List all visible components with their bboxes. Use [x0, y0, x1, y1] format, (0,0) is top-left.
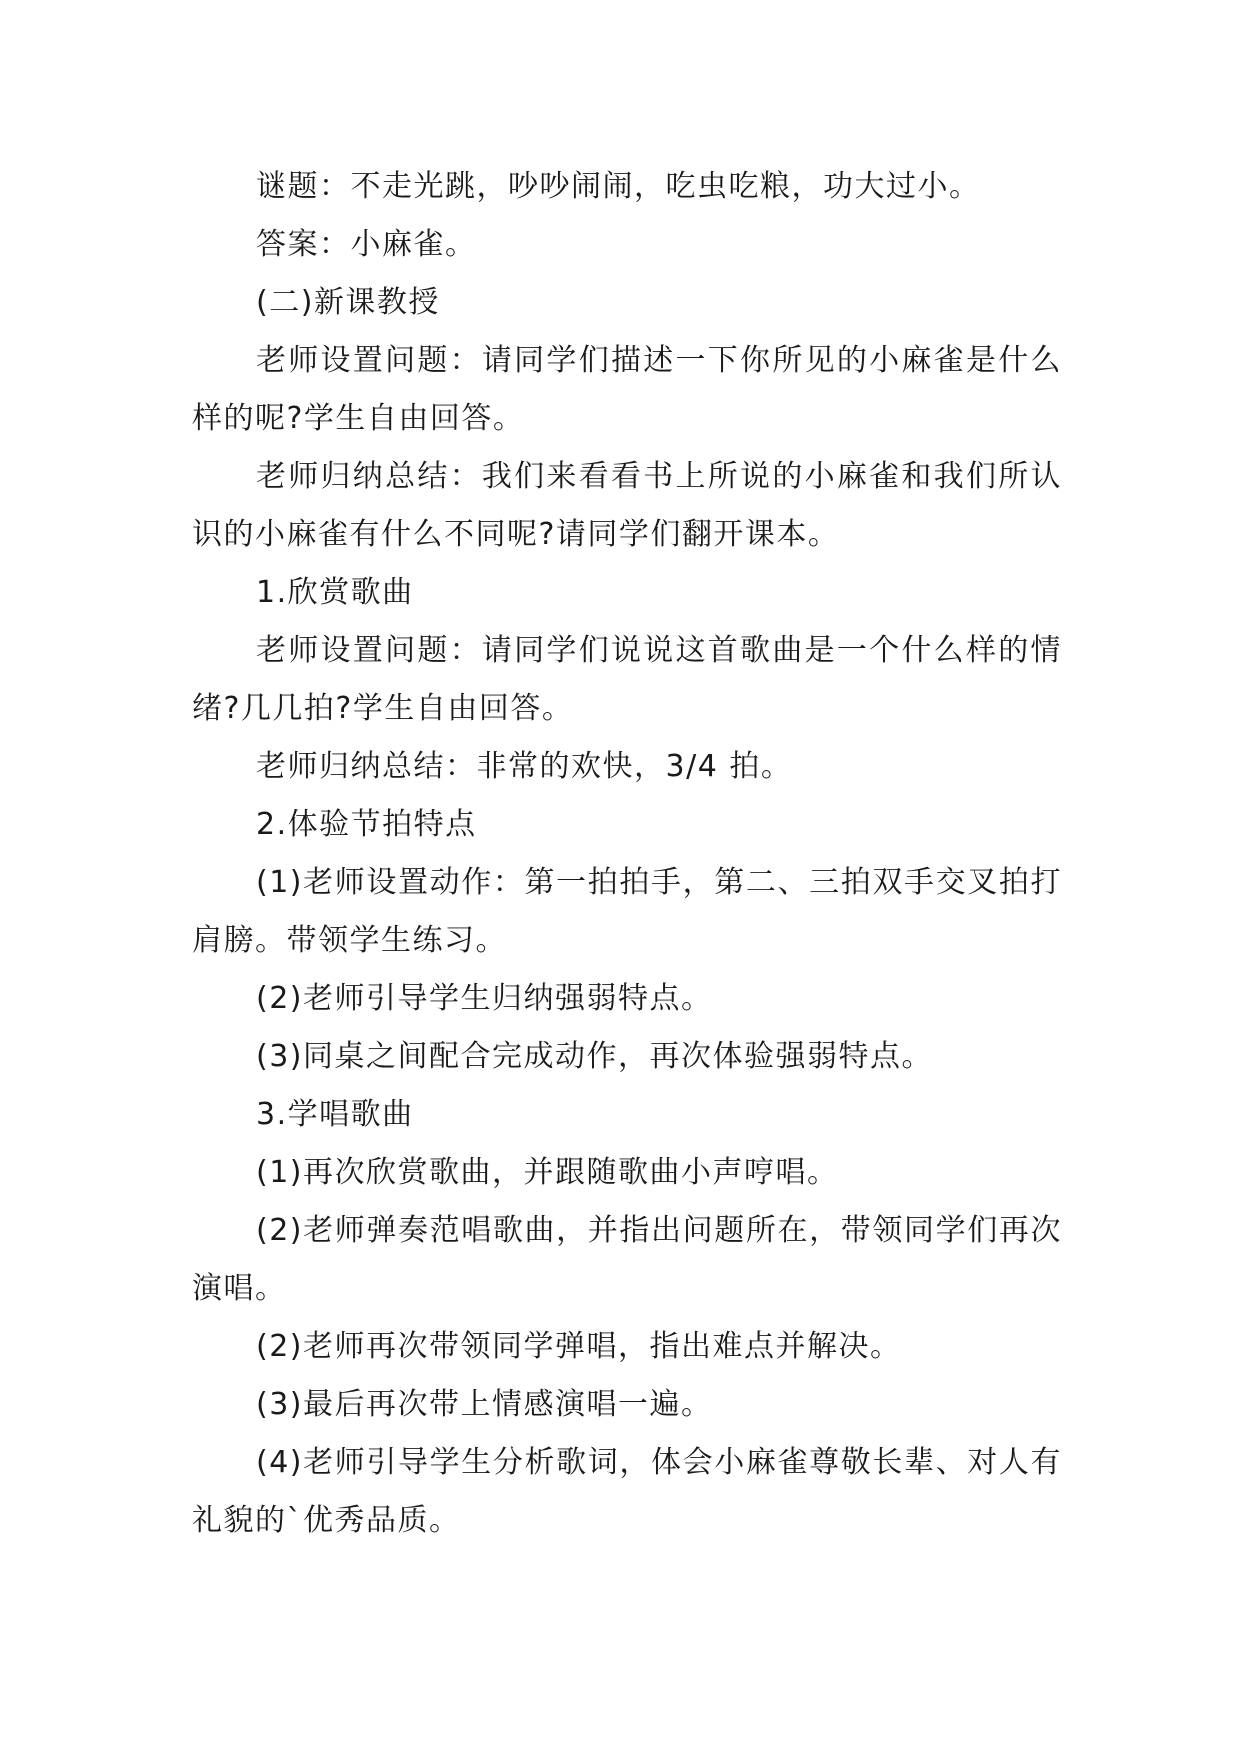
riddle-paragraph: 谜题：不走光跳，吵吵闹闹，吃虫吃粮，功大过小。 — [256, 169, 981, 204]
list-item: (3)同桌之间配合完成动作，再次体验强弱特点。 — [256, 1039, 933, 1074]
document-body — [192, 158, 1062, 1550]
question-paragraph: 老师设置问题：请同学们描述一下你所见的小麻雀是什么样的呢?学生自由回答。 — [192, 343, 1062, 436]
list-item: (1)再次欣赏歌曲，并跟随歌曲小声哼唱。 — [256, 1155, 839, 1190]
answer-paragraph: 答案：小麻雀。 — [256, 227, 477, 262]
list-item: (2)老师再次带领同学弹唱，指出难点并解决。 — [256, 1329, 902, 1364]
summary-paragraph: 老师归纳总结：非常的欢快，3/4 拍。 — [256, 749, 793, 784]
subheading-appreciate: 1.欣赏歌曲 — [256, 575, 414, 610]
list-item: (3)最后再次带上情感演唱一遍。 — [256, 1387, 713, 1422]
section-heading: (二)新课教授 — [256, 285, 440, 320]
list-item: (1)老师设置动作：第一拍拍手，第二、三拍双手交叉拍打肩膀。带领学生练习。 — [192, 865, 1062, 958]
list-item: (2)老师引导学生归纳强弱特点。 — [256, 981, 713, 1016]
summary-paragraph: 老师归纳总结：我们来看看书上所说的小麻雀和我们所认识的小麻雀有什么不同呢?请同学们翻开课本。 — [192, 459, 1062, 552]
list-item: (2)老师弹奏范唱歌曲，并指出问题所在，带领同学们再次演唱。 — [192, 1213, 1062, 1306]
list-item: (4)老师引导学生分析歌词，体会小麻雀尊敬长辈、对人有礼貌的`优秀品质。 — [192, 1445, 1062, 1538]
subheading-rhythm: 2.体验节拍特点 — [256, 807, 477, 842]
question-paragraph: 老师设置问题：请同学们说说这首歌曲是一个什么样的情绪?几几拍?学生自由回答。 — [192, 633, 1062, 726]
subheading-learn-song: 3.学唱歌曲 — [256, 1097, 414, 1132]
